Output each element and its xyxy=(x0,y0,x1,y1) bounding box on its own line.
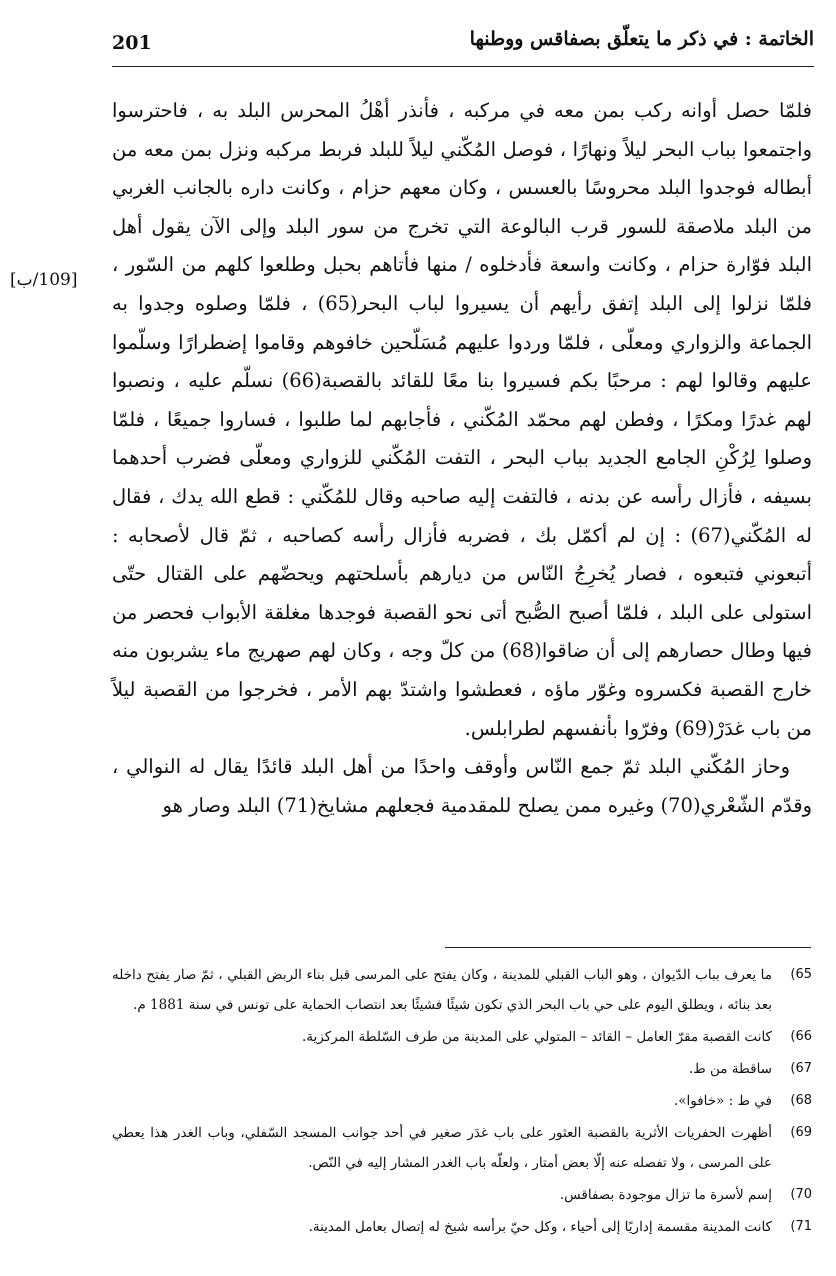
footnote xyxy=(112,1118,812,1178)
footnote xyxy=(112,1022,812,1052)
footnote-number: 71) xyxy=(790,1219,812,1234)
main-text xyxy=(112,92,812,825)
footnote-number: 65) xyxy=(790,967,812,982)
page-number: 201 xyxy=(112,32,152,54)
footnote-text: في ط : «خافوا». xyxy=(673,1093,772,1109)
footnote-text: إسم لأسرة ما تزال موجودة بصفاقس. xyxy=(559,1187,772,1203)
footnote-number: 68) xyxy=(790,1093,812,1108)
footnote-text: كانت القصبة مقرّ العامل – القائد – المتولي على المدينة من طرف السّلطة المركزية. xyxy=(301,1029,772,1045)
footnote-text: كانت المدينة مقسمة إداريًا إلى أحياء ، وكل حيّ برأسه شيخ له إتصال بعامل المدينة. xyxy=(308,1219,772,1235)
manuscript-folio-note: [109/ب] xyxy=(10,270,78,290)
footnote-number: 67) xyxy=(790,1061,812,1076)
footnote xyxy=(112,1086,812,1116)
footnote xyxy=(112,1180,812,1210)
footnote xyxy=(112,1054,812,1084)
body-paragraph: فلمّا حصل أوانه ركب بمن معه في مركبه ، فأنذر أهْلُ المحرس البلد به ، فاحترسوا واجتمعوا بباب البحر ليلاً ونهارًا ، فوصل المُكّني ليلاً للبلد فربط مركبه ونزل بمن معه من أبطاله فوجدوا البلد محروسًا بالعسس ، وكان معهم حزام ، وكانت داره بالجانب الغربي من البلد ملاصقة للسور قرب البالوعة التي تخرج من سور البلد وإلى الآن يقول أهل البلد فوّارة حزام ، وكانت واسعة فأدخلوه / منها فأتاهم بحبل وطلعوا كلهم من السّور ، فلمّا نزلوا إلى البلد إتفق رأيهم أن يسيروا لباب البحر(65) ، فلمّا وصلوه وجدوا به الجماعة والزواري ومعلّى ، فلمّا وردوا عليهم مُسَلّحين خافوهم وقاموا إضطرارًا وسلّموا عليهم وقالوا لهم : مرحبًا بكم فسيروا بنا معًا للقائد بالقصبة(66) نسلّم عليه ، ونصبوا لهم غدرًا ومكرًا ، وفطن لهم محمّد المُكّني ، فأجابهم لما طلبوا ، فساروا جميعًا ، فلمّا وصلوا لِرُكْنِ الجامع الجديد بباب البحر ، التفت المُكّني للزواري ومعلّى فضرب أحدهما بسيفه ، فأزال رأسه عن بدنه ، فالتفت إليه صاحبه وقال للمُكّني : قطع الله يدك ، فقال له المُكّني(67) : إن لم أكمّل بك ، فضربه فأزال رأسه كصاحبه ، ثمّ قال لأصحابه : أتبعوني فتبعوه ، فصار يُخرِجُ النّاس من ديارهم بأسلحتهم ويحضّهم على القتال حتّى استولى على البلد ، فلمّا أصبح الصُّبح أتى نحو القصبة فوجدها مغلقة الأبواب فحصر من فيها وطال حصارهم إلى أن ضاقوا(68) من كلّ وجه ، وكان لهم صهريج ماء يشربون منه خارج القصبة فكسروه وغوّر ماؤه ، فعطشوا واشتدّ بهم الأمر ، فخرجوا من القصبة ليلاً من باب غدَرْ(69) وفرّوا بأنفسهم لطرابلس. xyxy=(112,99,813,740)
footnote xyxy=(112,1212,812,1242)
footnotes xyxy=(112,960,812,1244)
footnote-text: ساقطة من ط. xyxy=(688,1061,772,1077)
footnote-number: 66) xyxy=(790,1029,812,1044)
page-header xyxy=(112,28,814,62)
header-rule xyxy=(112,66,814,67)
footnote-number: 69) xyxy=(790,1125,812,1140)
footnote xyxy=(112,960,812,1020)
footnote-text: ما يعرف بباب الدّيوان ، وهو الباب القبلي للمدينة ، وكان يفتح على المرسى قبل بناء الربض القبلي ، ثمّ صار يفتح داخله بعد بنائه ، ويطلق اليوم على حي باب البحر الذي تكون شيئًا فشيئًا بعد انتصاب الحماية على تونس في سنة 1881 م. xyxy=(112,967,772,1013)
footnote-rule xyxy=(445,947,811,948)
footnote-number: 70) xyxy=(790,1187,812,1202)
footnote-text: أظهرت الحفريات الأثرية بالقصبة العثور على باب غدَر صغير في أحد جوانب المسجد السّفلي، وباب الغدر هذا يعطي على المرسى ، ولا تفصله عنه إلّا بعض أمتار ، ولعلّه باب الغدر المشار إليه في النّص. xyxy=(112,1125,772,1171)
running-title: الخاتمة : في ذكر ما يتعلّق بصفاقس ووطنها xyxy=(469,28,814,50)
body-paragraph: وحاز المُكّني البلد ثمّ جمع النّاس وأوقف واحدًا من أهل البلد قائدًا يقال له النوالي ، وقدّم الشّعْري(70) وغيره ممن يصلح للمقدمية فجعلهم مشايخ(71) البلد وصار هو xyxy=(112,755,812,817)
